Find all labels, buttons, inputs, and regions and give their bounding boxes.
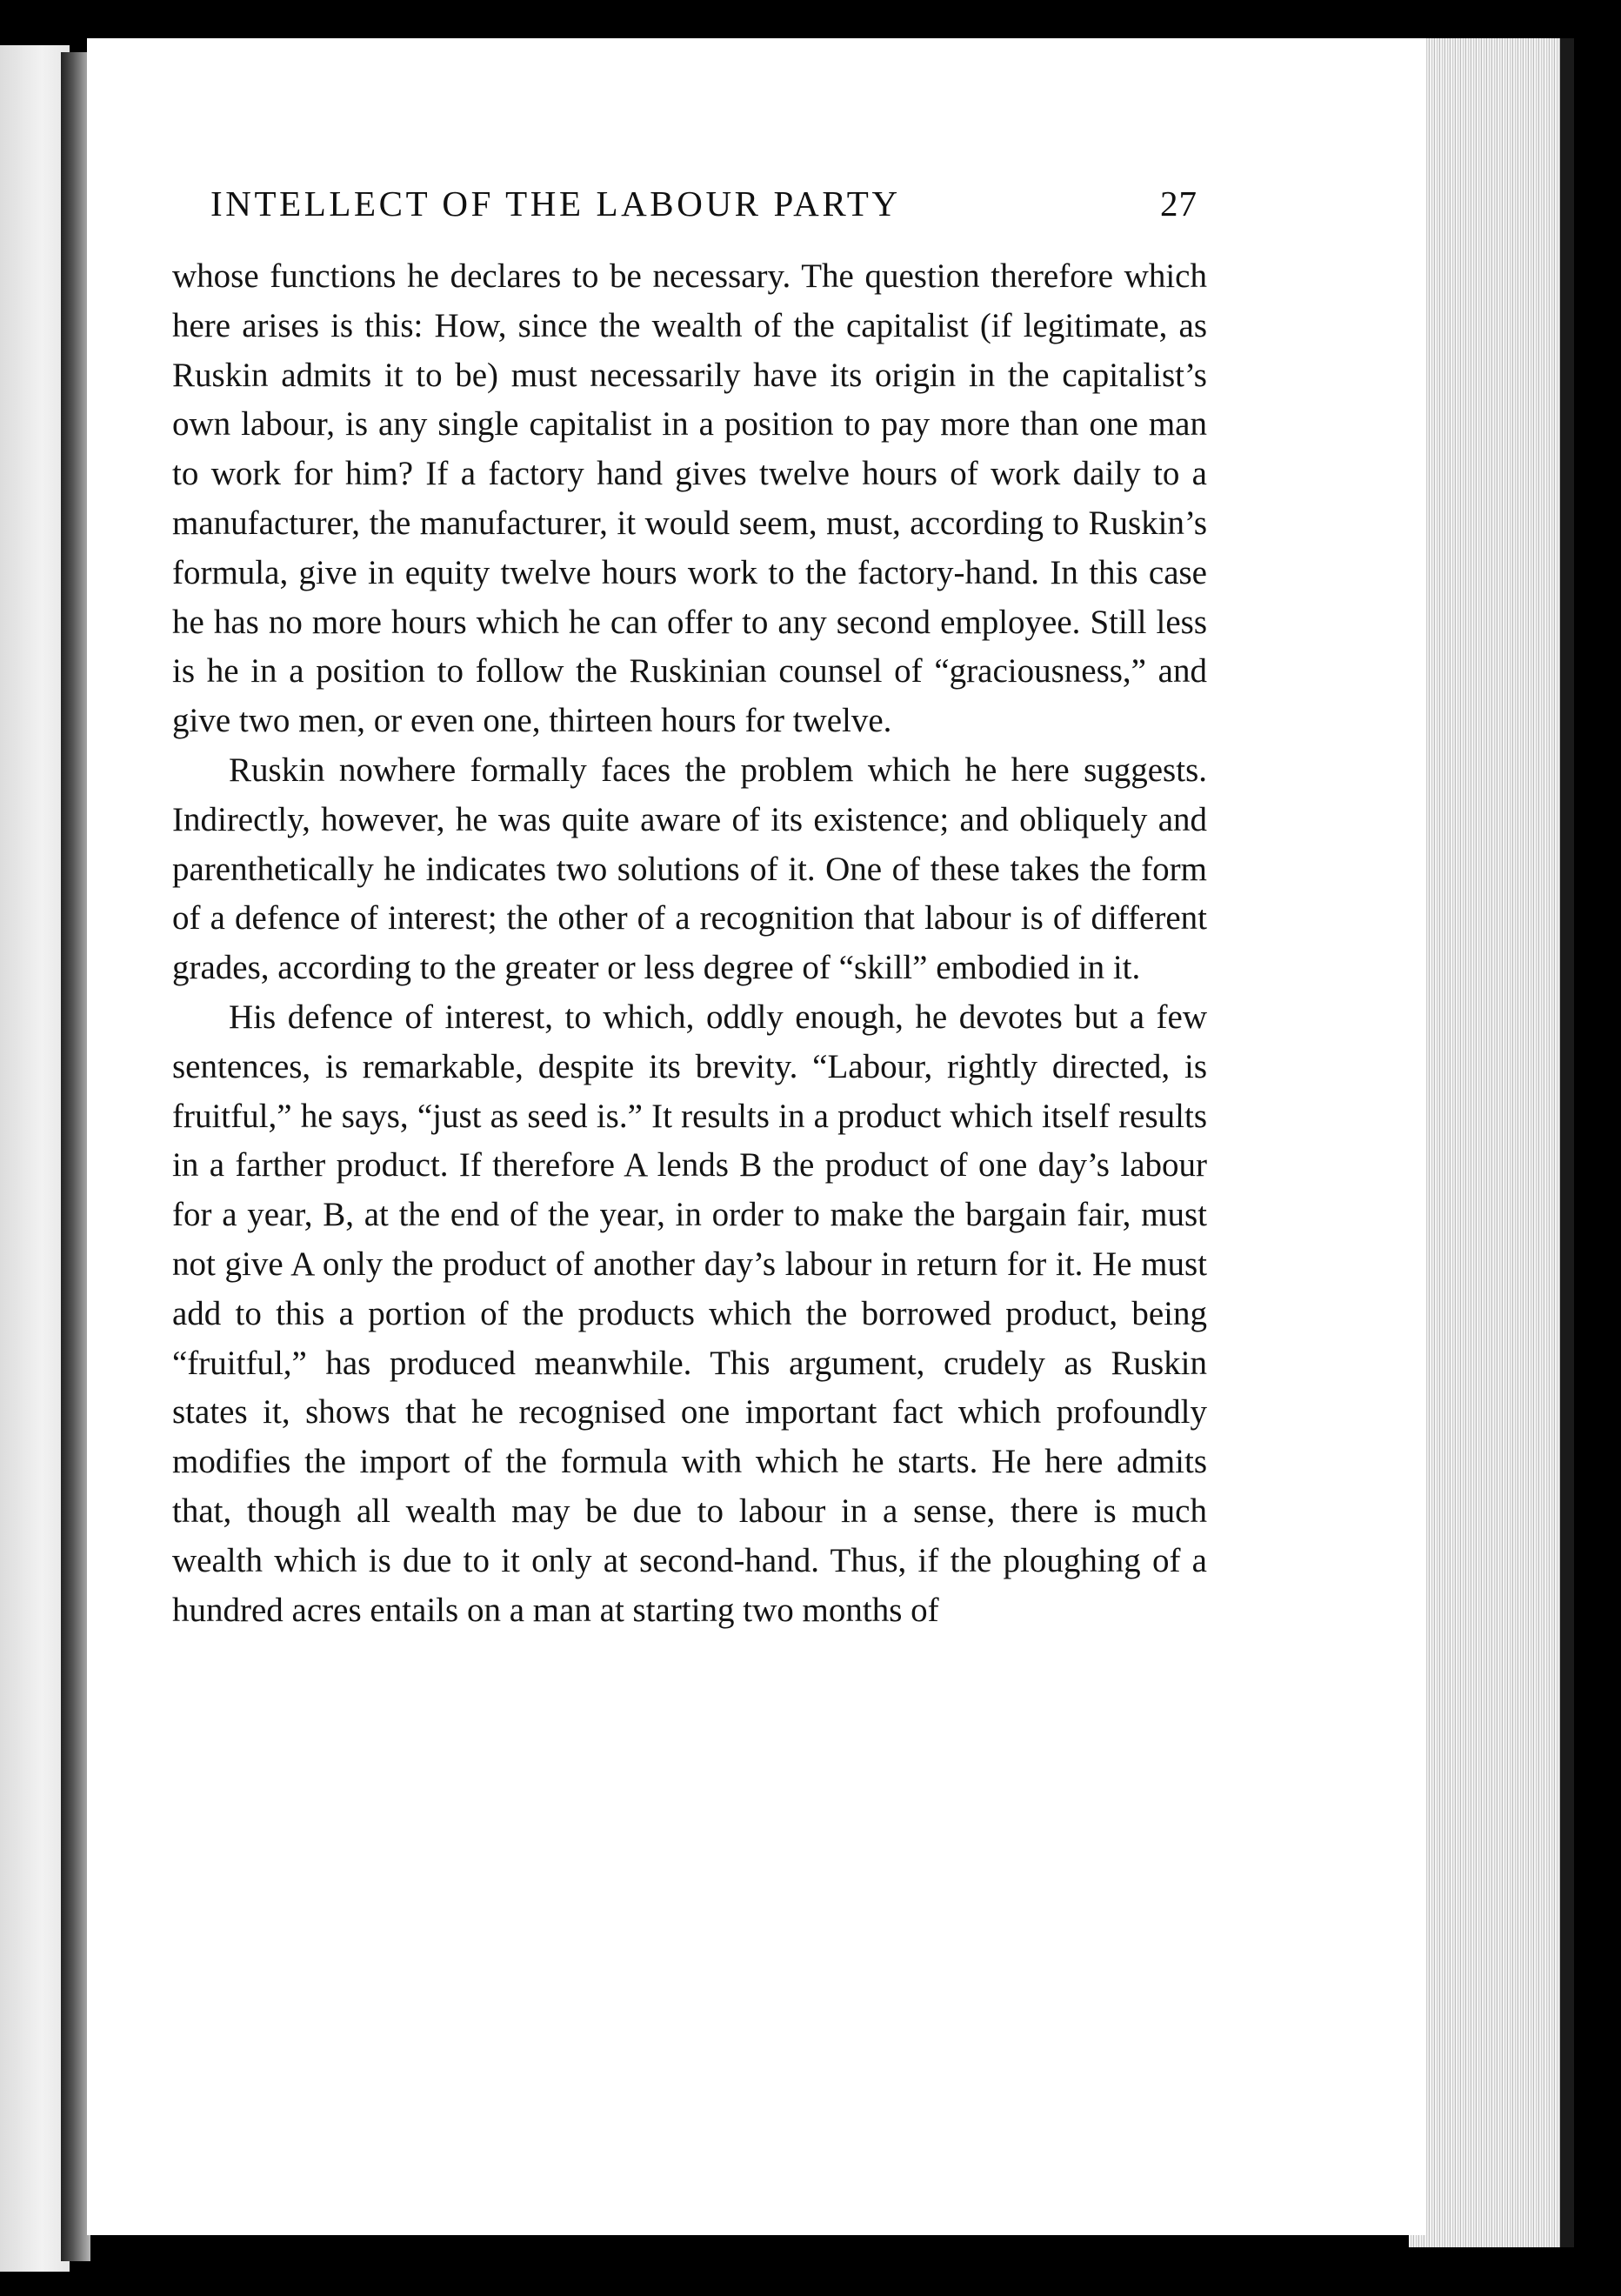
page-number: 27 <box>1160 184 1197 224</box>
paragraph: Ruskin nowhere formally faces the problem which he here suggests. Indirectly, however, he was quite aware of its existence; and obliquely and parenthetically he indicates two solutions of it. One of these takes the form of a defence of interest; the other of a recognition that labour is of different grades, according to the greater or less degree of “skill” embodied in it. <box>172 751 1207 987</box>
facing-page-edge <box>0 45 70 2272</box>
book-gutter <box>61 52 90 2261</box>
running-head <box>210 183 1197 244</box>
page-stack-edges <box>1409 38 1574 2247</box>
paragraph-continued: whose functions he declares to be necessary. The question therefore which here arises is this: How, since the wealth of the capitalist (if legitimate, as Ruskin admits it to be) must necessarily have its origin in the capitalist’s own labour, is any single capitalist in a position to pay more than one man to work for him? If a factory hand gives twelve hours of work daily to a manufacturer, the manufacturer, it would seem, must, according to Ruskin’s formula, give in equity twelve hours work to the factory-hand. In this case he has no more hours which he can offer to any second employee. Still less is he in a position to follow the Ruskinian counsel of “graciousness,” and give two men, or even one, thirteen hours for twelve. <box>172 257 1207 740</box>
paragraph: His defence of interest, to which, oddly enough, he devotes but a few sentences, is remarkable, despite its brevity. “Labour, rightly directed, is fruitful,” he says, “just as seed is.” It results in a product which itself results in a farther product. If therefore A lends B the product of one day’s labour for a year, B, at the end of the year, in order to make the bargain fair, must not give A only the product of another day’s labour in return for it. He must add to this a portion of the products which the borrowed product, being “fruitful,” has produced meanwhile. This argument, crudely as Ruskin states it, shows that he recognised one important fact which profoundly modifies the import of the formula with which he starts. He here admits that, though all wealth may be due to labour in a sense, there is much wealth which is due to it only at second-hand. Thus, if the ploughing of a hundred acres entails on a man at starting two months of <box>172 998 1207 1629</box>
running-head-title: INTELLECT OF THE LABOUR PARTY <box>210 184 901 224</box>
body-text <box>172 252 1207 1635</box>
